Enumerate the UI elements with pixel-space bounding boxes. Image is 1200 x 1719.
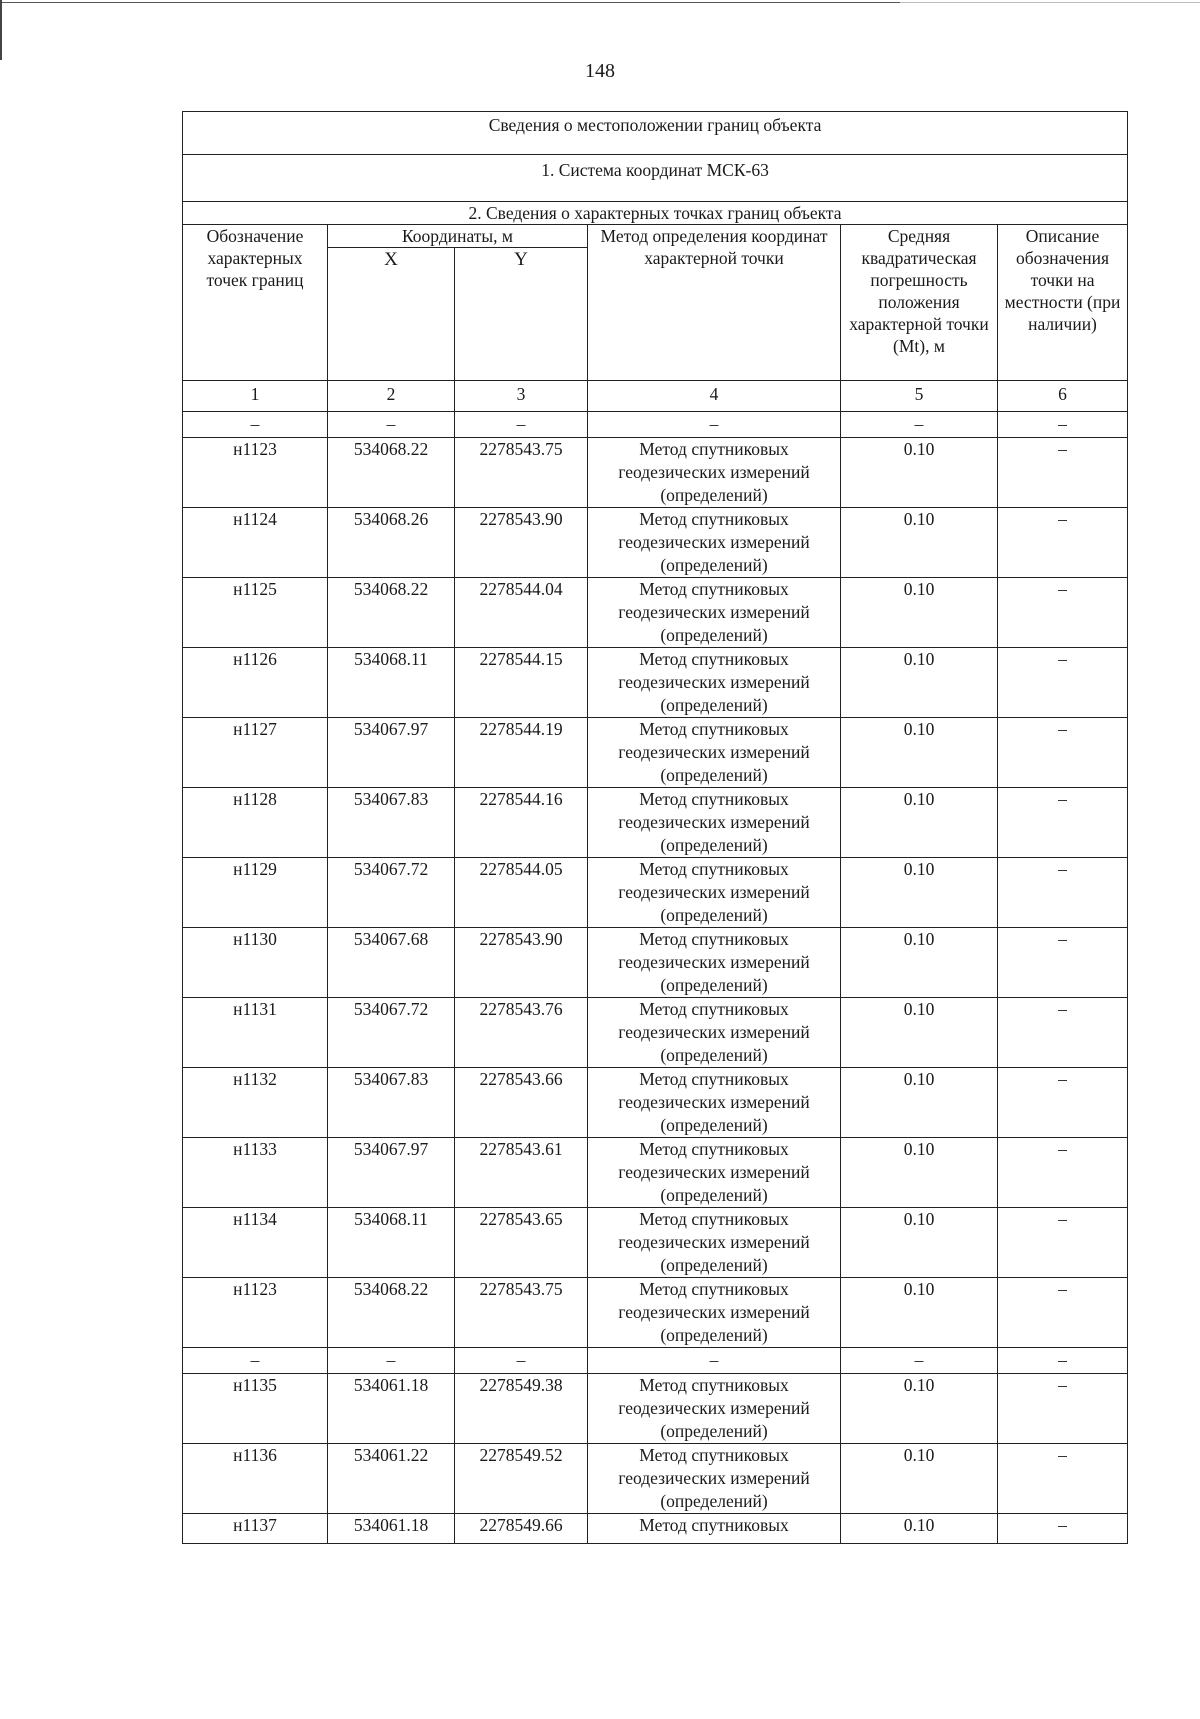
table-row bbox=[183, 648, 1128, 718]
coord-x: 534067.83 bbox=[328, 788, 455, 858]
coord-y: 2278544.19 bbox=[455, 718, 588, 788]
table-title: Сведения о местоположении границ объекта bbox=[183, 112, 1128, 155]
separator-dash: – bbox=[998, 1348, 1128, 1374]
coord-system: 1. Система координат МСК-63 bbox=[183, 155, 1128, 202]
separator-dash: – bbox=[841, 1348, 998, 1374]
coord-x: 534067.97 bbox=[328, 718, 455, 788]
point-method: Метод спутниковых геодезических измерений (определений) bbox=[588, 928, 841, 998]
table-row bbox=[183, 788, 1128, 858]
point-id: н1125 bbox=[183, 578, 328, 648]
point-error: 0.10 bbox=[841, 1208, 998, 1278]
point-error: 0.10 bbox=[841, 508, 998, 578]
point-id: н1129 bbox=[183, 858, 328, 928]
point-description: – bbox=[998, 718, 1128, 788]
coord-y: 2278544.05 bbox=[455, 858, 588, 928]
table-title-row bbox=[183, 112, 1128, 155]
point-description: – bbox=[998, 1514, 1128, 1544]
separator-dash: – bbox=[998, 412, 1128, 438]
point-method: Метод спутниковых геодезических измерений (определений) bbox=[588, 1208, 841, 1278]
point-method: Метод спутниковых геодезических измерений (определений) bbox=[588, 1068, 841, 1138]
point-id: н1123 bbox=[183, 438, 328, 508]
point-method: Метод спутниковых геодезических измерений (определений) bbox=[588, 718, 841, 788]
separator-dash: – bbox=[183, 1348, 328, 1374]
coord-y: 2278543.90 bbox=[455, 928, 588, 998]
table-row bbox=[183, 508, 1128, 578]
separator-dash: – bbox=[328, 1348, 455, 1374]
point-id: н1128 bbox=[183, 788, 328, 858]
coord-y: 2278543.76 bbox=[455, 998, 588, 1068]
top-scan-line bbox=[0, 2, 900, 3]
point-id: н1137 bbox=[183, 1514, 328, 1544]
coord-y: 2278549.52 bbox=[455, 1444, 588, 1514]
points-section-title: 2. Сведения о характерных точках границ объекта bbox=[183, 202, 1128, 225]
table-row bbox=[183, 578, 1128, 648]
point-method: Метод спутниковых геодезических измерений (определений) bbox=[588, 578, 841, 648]
separator-dash: – bbox=[183, 412, 328, 438]
column-number: 5 bbox=[841, 381, 998, 412]
table-row bbox=[183, 858, 1128, 928]
column-number: 4 bbox=[588, 381, 841, 412]
top-scan-line-faint bbox=[900, 2, 1200, 3]
point-id: н1130 bbox=[183, 928, 328, 998]
table-row bbox=[183, 438, 1128, 508]
point-description: – bbox=[998, 648, 1128, 718]
header-x: X bbox=[328, 248, 455, 381]
table-row bbox=[183, 1208, 1128, 1278]
coord-y: 2278544.15 bbox=[455, 648, 588, 718]
coord-x: 534068.22 bbox=[328, 578, 455, 648]
points-section-row bbox=[183, 202, 1128, 225]
point-error: 0.10 bbox=[841, 1138, 998, 1208]
coord-x: 534067.68 bbox=[328, 928, 455, 998]
point-description: – bbox=[998, 788, 1128, 858]
coord-y: 2278543.61 bbox=[455, 1138, 588, 1208]
point-description: – bbox=[998, 1374, 1128, 1444]
point-id: н1123 bbox=[183, 1278, 328, 1348]
table-row bbox=[183, 1514, 1128, 1544]
point-method: Метод спутниковых геодезических измерений (определений) bbox=[588, 1138, 841, 1208]
point-id: н1124 bbox=[183, 508, 328, 578]
table-row bbox=[183, 1444, 1128, 1514]
point-method: Метод спутниковых геодезических измерений (определений) bbox=[588, 858, 841, 928]
table-row bbox=[183, 1278, 1128, 1348]
point-description: – bbox=[998, 1208, 1128, 1278]
separator-dash: – bbox=[841, 412, 998, 438]
point-error: 0.10 bbox=[841, 1068, 998, 1138]
point-description: – bbox=[998, 998, 1128, 1068]
coord-x: 534067.97 bbox=[328, 1138, 455, 1208]
table-row bbox=[183, 718, 1128, 788]
coord-y: 2278543.75 bbox=[455, 438, 588, 508]
point-method: Метод спутниковых геодезических измерений (определений) bbox=[588, 998, 841, 1068]
point-id: н1126 bbox=[183, 648, 328, 718]
column-number: 2 bbox=[328, 381, 455, 412]
point-id: н1131 bbox=[183, 998, 328, 1068]
point-error: 0.10 bbox=[841, 1278, 998, 1348]
table-row bbox=[183, 1068, 1128, 1138]
point-description: – bbox=[998, 578, 1128, 648]
point-error: 0.10 bbox=[841, 858, 998, 928]
point-error: 0.10 bbox=[841, 1374, 998, 1444]
coord-x: 534068.11 bbox=[328, 1208, 455, 1278]
coord-x: 534068.26 bbox=[328, 508, 455, 578]
separator-row bbox=[183, 412, 1128, 438]
point-method: Метод спутниковых геодезических измерений (определений) bbox=[588, 1278, 841, 1348]
boundary-points-table bbox=[182, 111, 1128, 1544]
separator-row bbox=[183, 1348, 1128, 1374]
coord-y: 2278544.04 bbox=[455, 578, 588, 648]
separator-dash: – bbox=[455, 412, 588, 438]
coord-x: 534061.18 bbox=[328, 1514, 455, 1544]
point-error: 0.10 bbox=[841, 438, 998, 508]
coord-x: 534068.22 bbox=[328, 1278, 455, 1348]
coord-y: 2278543.66 bbox=[455, 1068, 588, 1138]
separator-dash: – bbox=[588, 412, 841, 438]
point-error: 0.10 bbox=[841, 718, 998, 788]
coord-x: 534068.11 bbox=[328, 648, 455, 718]
header-coordinates: Координаты, м bbox=[328, 225, 588, 248]
point-method: Метод спутниковых геодезических измерений (определений) bbox=[588, 1444, 841, 1514]
point-error: 0.10 bbox=[841, 648, 998, 718]
coord-x: 534061.22 bbox=[328, 1444, 455, 1514]
header-error: Средняя квадратическая погрешность положения характерной точки (Mt), м bbox=[841, 225, 998, 381]
point-description: – bbox=[998, 438, 1128, 508]
point-error: 0.10 bbox=[841, 578, 998, 648]
table-row bbox=[183, 1138, 1128, 1208]
separator-dash: – bbox=[455, 1348, 588, 1374]
coord-y: 2278549.38 bbox=[455, 1374, 588, 1444]
coord-y: 2278543.90 bbox=[455, 508, 588, 578]
point-method: Метод спутниковых геодезических измерений (определений) bbox=[588, 508, 841, 578]
coord-y: 2278544.16 bbox=[455, 788, 588, 858]
coord-y: 2278543.65 bbox=[455, 1208, 588, 1278]
point-description: – bbox=[998, 858, 1128, 928]
point-description: – bbox=[998, 1068, 1128, 1138]
point-error: 0.10 bbox=[841, 788, 998, 858]
point-method: Метод спутниковых геодезических измерений (определений) bbox=[588, 788, 841, 858]
header-row-1 bbox=[183, 225, 1128, 248]
separator-dash: – bbox=[588, 1348, 841, 1374]
coord-x: 534067.72 bbox=[328, 998, 455, 1068]
left-scan-mark bbox=[0, 0, 2, 60]
header-y: Y bbox=[455, 248, 588, 381]
separator-dash: – bbox=[328, 412, 455, 438]
point-method: Метод спутниковых геодезических измерений (определений) bbox=[588, 1374, 841, 1444]
point-description: – bbox=[998, 928, 1128, 998]
coord-y: 2278543.75 bbox=[455, 1278, 588, 1348]
point-id: н1135 bbox=[183, 1374, 328, 1444]
table-row bbox=[183, 928, 1128, 998]
point-id: н1136 bbox=[183, 1444, 328, 1514]
coord-x: 534061.18 bbox=[328, 1374, 455, 1444]
header-designation: Обозначение характерных точек границ bbox=[183, 225, 328, 381]
point-description: – bbox=[998, 1444, 1128, 1514]
point-description: – bbox=[998, 1278, 1128, 1348]
point-id: н1127 bbox=[183, 718, 328, 788]
point-id: н1133 bbox=[183, 1138, 328, 1208]
table-row bbox=[183, 1374, 1128, 1444]
point-description: – bbox=[998, 508, 1128, 578]
coord-x: 534067.83 bbox=[328, 1068, 455, 1138]
coord-x: 534067.72 bbox=[328, 858, 455, 928]
column-numbers-row bbox=[183, 381, 1128, 412]
coord-system-row bbox=[183, 155, 1128, 202]
point-error: 0.10 bbox=[841, 1514, 998, 1544]
column-number: 6 bbox=[998, 381, 1128, 412]
coord-x: 534068.22 bbox=[328, 438, 455, 508]
coord-y: 2278549.66 bbox=[455, 1514, 588, 1544]
point-id: н1132 bbox=[183, 1068, 328, 1138]
table-row bbox=[183, 998, 1128, 1068]
header-description: Описание обозначения точки на местности (при наличии) bbox=[998, 225, 1128, 381]
point-description: – bbox=[998, 1138, 1128, 1208]
point-error: 0.10 bbox=[841, 1444, 998, 1514]
point-id: н1134 bbox=[183, 1208, 328, 1278]
point-error: 0.10 bbox=[841, 998, 998, 1068]
point-error: 0.10 bbox=[841, 928, 998, 998]
page-number: 148 bbox=[585, 60, 615, 82]
column-number: 1 bbox=[183, 381, 328, 412]
point-method: Метод спутниковых геодезических измерений (определений) bbox=[588, 438, 841, 508]
point-method: Метод спутниковых геодезических измерений (определений) bbox=[588, 648, 841, 718]
column-number: 3 bbox=[455, 381, 588, 412]
header-method: Метод определения координат характерной точки bbox=[588, 225, 841, 381]
point-method: Метод спутниковых bbox=[588, 1514, 841, 1544]
